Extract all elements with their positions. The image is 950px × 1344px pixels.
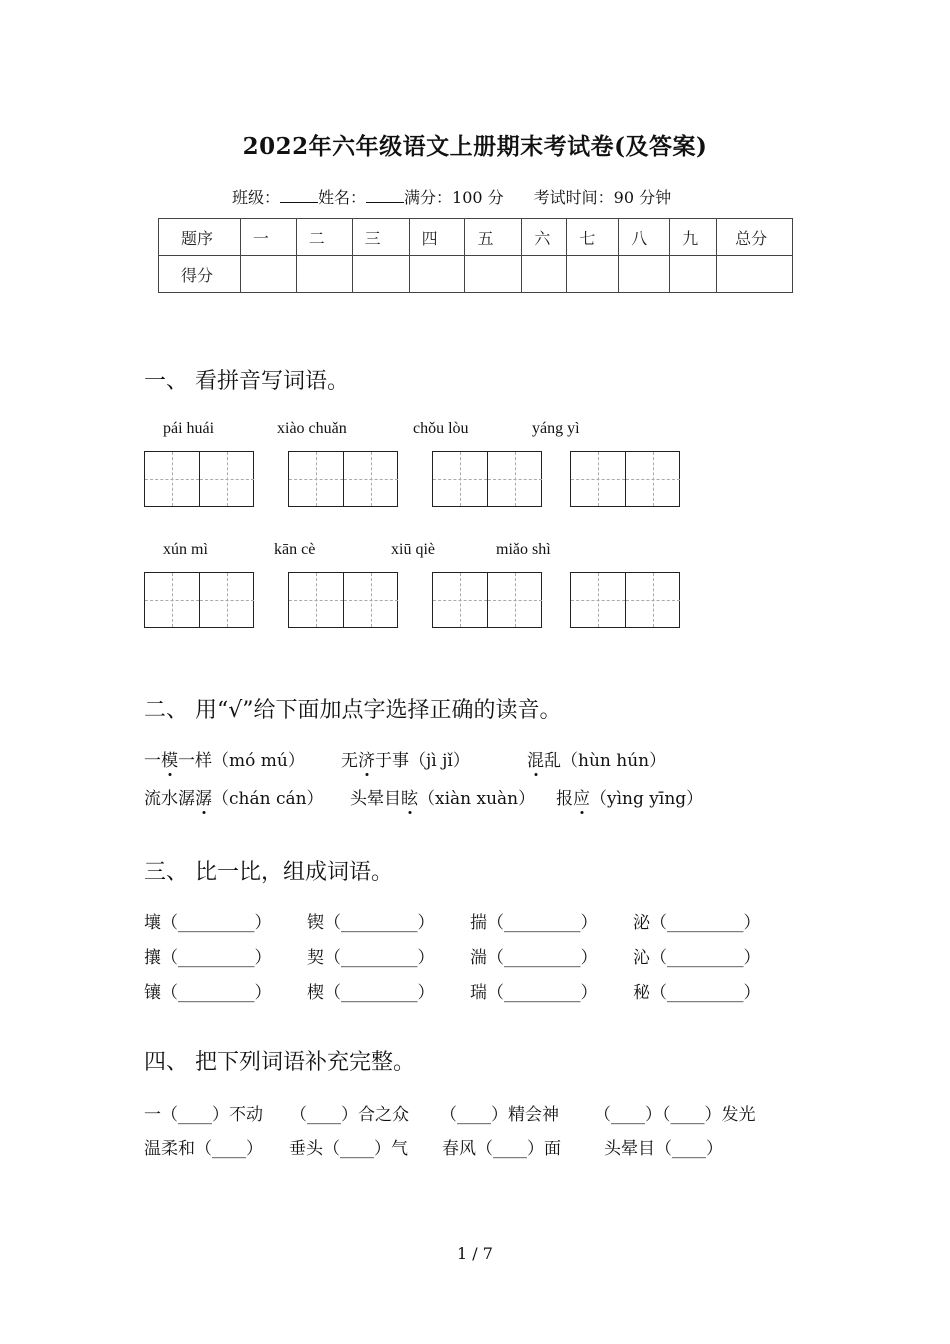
exam-time: 考试时间：90 分钟: [533, 188, 672, 207]
word-item[interactable]: 湍（_________）: [470, 948, 598, 968]
pinyin: pái huái: [163, 420, 215, 437]
choice-item[interactable]: 无济于事（jì jǐ）: [341, 751, 470, 771]
tianzige-box[interactable]: [570, 572, 680, 628]
dotted-char: 混: [527, 751, 544, 771]
section-4-title: 四、 把下列词语补充完整。: [144, 1050, 415, 1075]
table-cell: 五: [465, 219, 522, 256]
word-item[interactable]: 秘（_________）: [633, 983, 761, 1003]
score-cell[interactable]: [522, 256, 567, 293]
page-number: 1 / 7: [457, 1244, 493, 1263]
idiom-item[interactable]: （____）合之众: [290, 1105, 409, 1125]
table-cell: 四: [409, 219, 465, 256]
full-score: 满分：100 分: [404, 188, 504, 207]
score-cell[interactable]: [409, 256, 465, 293]
choice-item[interactable]: 混乱（hùn hún）: [527, 751, 667, 771]
score-cell[interactable]: [240, 256, 296, 293]
score-cell[interactable]: [352, 256, 409, 293]
dotted-char: 眩: [401, 789, 418, 809]
score-table-row: [159, 256, 793, 293]
score-cell[interactable]: [619, 256, 670, 293]
table-cell: 三: [352, 219, 409, 256]
section-1-title: 一、 看拼音写词语。: [144, 369, 349, 394]
idiom-item[interactable]: （____）（____）发光: [594, 1105, 756, 1125]
class-blank[interactable]: [280, 188, 318, 203]
table-cell: 七: [567, 219, 619, 256]
table-cell: 二: [296, 219, 352, 256]
pinyin: kān cè: [274, 541, 316, 558]
idiom-item[interactable]: 一（____）不动: [144, 1105, 263, 1125]
word-item[interactable]: 揣（_________）: [470, 913, 598, 933]
pinyin: chǒu lòu: [413, 420, 469, 437]
choice-item[interactable]: 一模一样（mó mú）: [144, 751, 305, 771]
word-item[interactable]: 攘（_________）: [144, 948, 272, 968]
word-item[interactable]: 契（_________）: [307, 948, 435, 968]
tianzige-box[interactable]: [288, 451, 398, 507]
table-cell: 九: [670, 219, 717, 256]
word-item[interactable]: 楔（_________）: [307, 983, 435, 1003]
choice-item[interactable]: 报应（yìng yīng）: [556, 789, 704, 809]
pinyin: xiào chuǎn: [277, 420, 347, 437]
score-table-header: [159, 219, 793, 256]
idiom-item[interactable]: （____）精会神: [440, 1105, 559, 1125]
tianzige-box[interactable]: [288, 572, 398, 628]
word-item[interactable]: 沁（_________）: [633, 948, 761, 968]
class-label: 班级：: [232, 188, 281, 207]
choice-item[interactable]: 头晕目眩（xiàn xuàn）: [350, 789, 536, 809]
table-cell: 六: [522, 219, 567, 256]
section-3-title: 三、 比一比，组成词语。: [144, 860, 393, 885]
dotted-char: 应: [573, 789, 590, 809]
table-cell: 得分: [159, 256, 241, 293]
tianzige-box[interactable]: [144, 451, 254, 507]
dotted-char: 模: [161, 751, 178, 771]
word-item[interactable]: 锲（_________）: [307, 913, 435, 933]
word-item[interactable]: 瑞（_________）: [470, 983, 598, 1003]
choice-item[interactable]: 流水潺潺（chán cán）: [144, 789, 324, 809]
table-cell: 一: [240, 219, 296, 256]
idiom-item[interactable]: 垂头（____）气: [289, 1139, 408, 1159]
idiom-item[interactable]: 头晕目（____）: [604, 1139, 723, 1159]
score-cell[interactable]: [296, 256, 352, 293]
tianzige-box[interactable]: [432, 451, 542, 507]
section-2-title: 二、 用“√”给下面加点字选择正确的读音。: [144, 698, 562, 723]
pinyin: miǎo shì: [496, 541, 551, 558]
word-item[interactable]: 镶（_________）: [144, 983, 272, 1003]
name-blank[interactable]: [366, 188, 404, 203]
score-cell[interactable]: [465, 256, 522, 293]
pinyin: yáng yì: [532, 420, 580, 437]
word-item[interactable]: 壤（_________）: [144, 913, 272, 933]
table-cell: 八: [619, 219, 670, 256]
table-cell: 总分: [717, 219, 793, 256]
score-cell[interactable]: [567, 256, 619, 293]
score-cell[interactable]: [670, 256, 717, 293]
idiom-item[interactable]: 春风（____）面: [442, 1139, 561, 1159]
pinyin: xiū qiè: [391, 541, 435, 558]
page-title: 2022年六年级语文上册期末考试卷(及答案): [242, 133, 708, 160]
tianzige-box[interactable]: [570, 451, 680, 507]
pinyin: xún mì: [163, 541, 208, 558]
word-item[interactable]: 泌（_________）: [633, 913, 761, 933]
dotted-char: 潺: [195, 789, 212, 809]
tianzige-box[interactable]: [432, 572, 542, 628]
idiom-item[interactable]: 温柔和（____）: [144, 1139, 263, 1159]
tianzige-box[interactable]: [144, 572, 254, 628]
score-cell[interactable]: [717, 256, 793, 293]
table-cell: 题序: [159, 219, 241, 256]
score-table: [158, 218, 793, 293]
exam-info: [232, 185, 671, 208]
dotted-char: 济: [358, 751, 375, 771]
name-label: 姓名：: [318, 188, 367, 207]
